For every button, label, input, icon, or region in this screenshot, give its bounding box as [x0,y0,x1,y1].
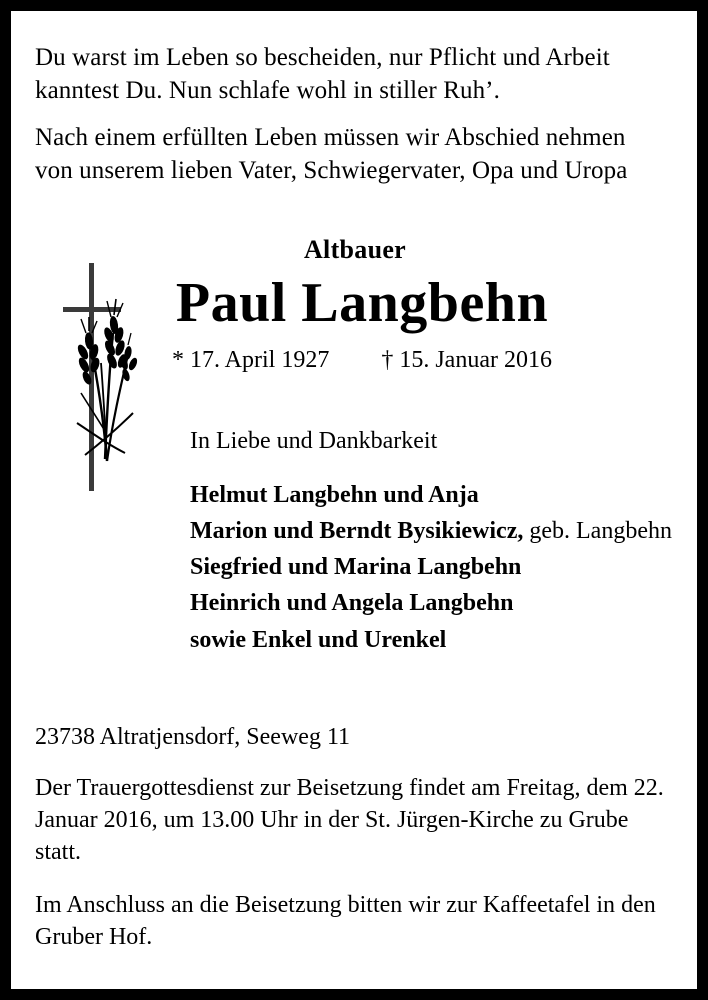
family-line [190,549,675,585]
poem-line-1: Du warst im Leben so bescheiden, nur Pflicht und Arbeit [35,44,610,71]
family-name-regular: geb. Langbehn [523,517,672,544]
family-name-bold: Heinrich und Angela Langbehn [190,590,514,617]
poem-block [35,41,675,187]
life-dates [35,347,675,374]
deceased-name: Paul Langbehn [175,272,549,334]
family-line [190,622,675,658]
birth-date: * 17. April 1927 [172,346,330,373]
poem-stanza-1 [35,41,675,108]
poem-line-2: kanntest Du. Nun schlafe wohl in stiller Ruh’. [35,77,500,105]
reception-line-2: den Gruber Hof. [35,892,656,951]
poem-line-4: von unserem lieben Vater, Schwiegervater, Opa und Uropa [35,156,628,184]
border-bottom [0,989,708,1000]
service-details [35,773,675,869]
reception-details [35,890,675,954]
family-name-bold: Siegfried und Marina Langbehn [190,554,522,581]
address: 23738 Altratjensdorf, Seeweg 11 [35,723,351,750]
notice-content [35,41,675,954]
death-date: † 15. Januar 2016 [381,346,552,373]
dedication: In Liebe und Dankbarkeit [190,427,438,454]
family-line [190,513,675,549]
border-top [0,0,708,11]
service-line-1: Der Trauergottesdienst zur Beisetzung findet am Freitag, dem [35,774,628,801]
family-name-bold: Helmut Langbehn und Anja [190,481,479,508]
border-left [0,0,11,1000]
family-line [190,585,675,621]
deceased-block [35,235,675,374]
family-list [35,477,675,658]
service-line-2: 22. Januar 2016, um 13.00 Uhr in der St. Jürgen-Kirche zu [35,774,664,833]
family-name-bold: Marion und Berndt Bysikiewicz, [190,517,524,544]
reception-line-1: Im Anschluss an die Beisetzung bitten wir zur Kaffeetafel in [35,892,616,919]
honorific: Altbauer [303,235,407,264]
family-name-bold: sowie Enkel und Urenkel [190,626,447,653]
poem-stanza-2 [35,121,675,188]
poem-line-3: Nach einem erfüllten Leben müssen wir Abschied nehmen [35,123,626,151]
notice-body [11,11,697,989]
border-right [697,0,708,1000]
service-line-3: Grube statt. [35,806,629,865]
family-line [190,477,675,513]
